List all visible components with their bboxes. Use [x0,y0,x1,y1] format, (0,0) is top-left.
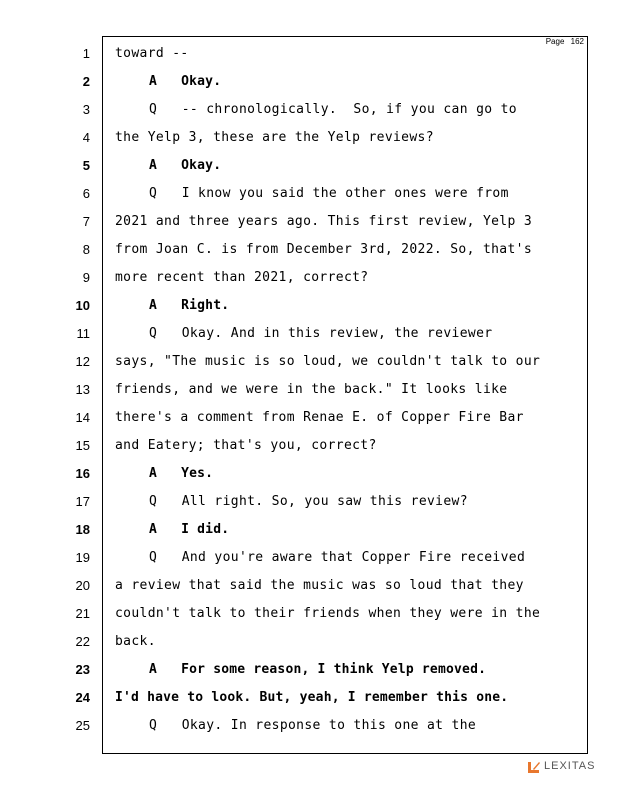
transcript-line [0,488,618,516]
line-number: 21 [75,606,90,621]
line-number: 2 [82,74,90,89]
transcript-line [0,68,618,96]
line-text: Q Okay. In response to this one at the [149,718,477,733]
line-text: A For some reason, I think Yelp removed. [149,662,487,677]
line-text: A Okay. [149,74,222,89]
line-text: the Yelp 3, these are the Yelp reviews? [115,130,434,145]
transcript-line [0,404,618,432]
line-text: more recent than 2021, correct? [115,270,369,285]
lexitas-logo [527,758,595,774]
line-text: 2021 and three years ago. This first review, Yelp 3 [115,214,533,229]
line-number: 15 [75,438,90,453]
transcript-line [0,572,618,600]
line-text: back. [115,634,156,649]
transcript-line [0,432,618,460]
line-number: 3 [82,102,90,117]
line-text: A Right. [149,298,230,313]
lexitas-mark-icon [527,759,541,773]
line-text: toward -- [115,46,189,61]
line-number: 12 [75,354,90,369]
line-text: Q Okay. And in this review, the reviewer [149,326,493,341]
transcript-line [0,292,618,320]
line-text: says, "The music is so loud, we couldn't talk to our [115,354,541,369]
transcript-line [0,152,618,180]
line-text: A Okay. [149,158,222,173]
transcript-line [0,712,618,740]
line-text: Q All right. So, you saw this review? [149,494,468,509]
line-text: from Joan C. is from December 3rd, 2022. So, that's [115,242,533,257]
line-number: 25 [75,718,90,733]
transcript-line [0,236,618,264]
line-text: Q I know you said the other ones were from [149,186,509,201]
transcript-line [0,656,618,684]
line-text: couldn't talk to their friends when they were in the [115,606,541,621]
line-number: 24 [75,690,90,705]
line-text: A Yes. [149,466,214,481]
line-text: Q -- chronologically. So, if you can go to [149,102,517,117]
line-number: 5 [82,158,90,173]
line-number: 10 [75,298,90,313]
line-number: 11 [76,326,90,341]
line-number: 4 [82,130,90,145]
transcript-line [0,628,618,656]
transcript-line [0,516,618,544]
line-text: there's a comment from Renae E. of Copper Fire Bar [115,410,524,425]
transcript-line [0,376,618,404]
line-number: 8 [82,242,90,257]
transcript-line [0,460,618,488]
transcript-line [0,96,618,124]
lexitas-wordmark: LEXITAS [544,760,596,772]
line-text: I'd have to look. But, yeah, I remember this one. [115,690,509,705]
page-number-value: 162 [570,37,584,46]
transcript-line [0,40,618,68]
line-number: 22 [75,634,90,649]
line-number: 17 [75,494,90,509]
transcript-line [0,348,618,376]
line-number: 19 [75,550,90,565]
line-number: 18 [75,522,90,537]
line-number: 14 [75,410,90,425]
line-text: and Eatery; that's you, correct? [115,438,377,453]
transcript-line [0,544,618,572]
line-number: 9 [82,270,90,285]
line-number: 16 [75,466,90,481]
line-text: a review that said the music was so loud that they [115,578,524,593]
transcript-line [0,180,618,208]
line-number: 13 [75,382,90,397]
line-number: 7 [82,214,90,229]
line-number: 23 [75,662,90,677]
transcript-line [0,320,618,348]
line-number: 6 [82,186,90,201]
line-text: A I did. [149,522,230,537]
transcript-line [0,124,618,152]
transcript-line [0,208,618,236]
transcript-line [0,684,618,712]
line-number: 20 [75,578,90,593]
page-label: Page [545,37,565,46]
line-number: 1 [82,46,90,61]
line-text: Q And you're aware that Copper Fire received [149,550,526,565]
transcript-line [0,600,618,628]
transcript-line [0,264,618,292]
line-text: friends, and we were in the back." It looks like [115,382,508,397]
